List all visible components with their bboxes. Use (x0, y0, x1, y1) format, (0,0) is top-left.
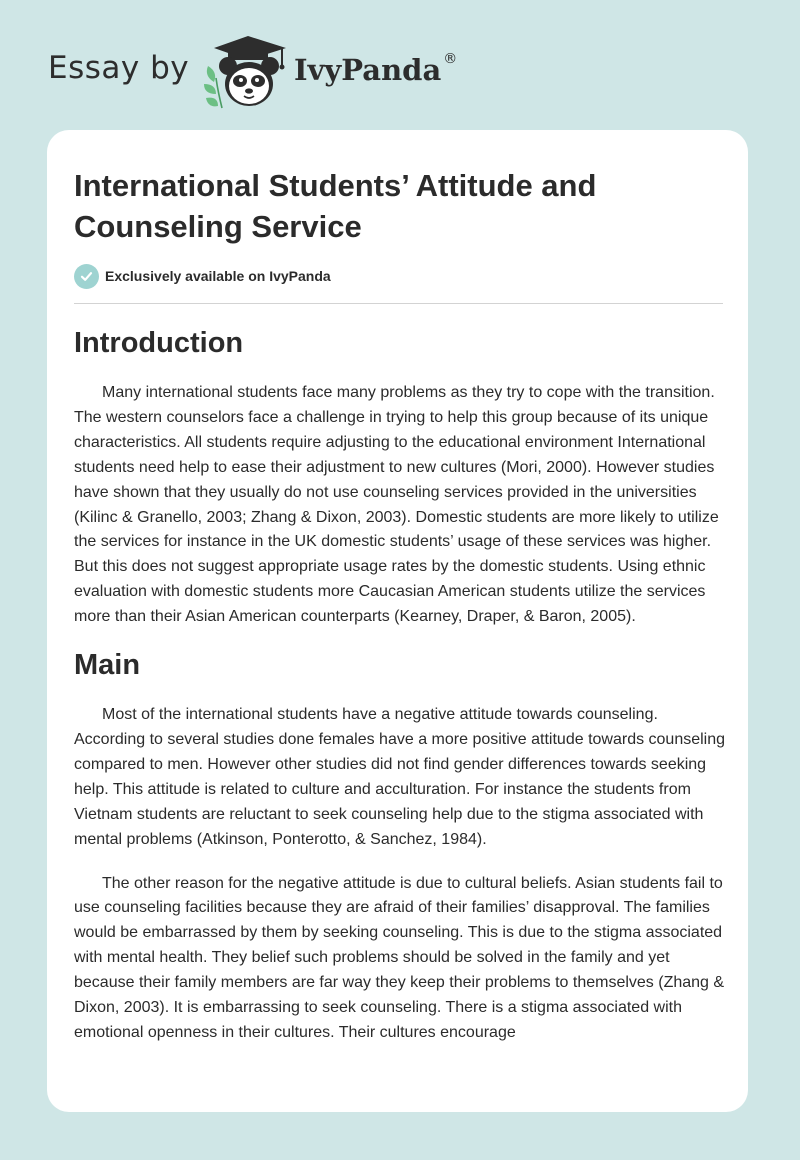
essay-title: International Students’ Attitude and Counseling Service (74, 168, 597, 244)
brand-name[interactable] (294, 51, 458, 87)
exclusive-badge-label: Exclusively available on IvyPanda (105, 268, 331, 284)
section-heading-main: Main (74, 649, 141, 682)
exclusive-badge (74, 263, 331, 289)
paragraph: The other reason for the negative attitude is due to cultural beliefs. Asian students fail to use counseling facilities because they are afraid of their families’ disapproval. The families would be embarrassed by them by seeking counseling. This is due to the stigma associated with mental health. They belief such problems should be solved in the family and yet because their family members are far way they keep their problems to themselves (Zhang & Dixon, 2003). It is embarrassing to seek counseling. There is a stigma associated with emotional openness in their cultures. Their cultures encourage (74, 874, 725, 1041)
check-circle-icon (74, 264, 99, 289)
section-heading-introduction: Introduction (74, 327, 244, 359)
paragraph: Most of the international students have a negative attitude towards counseling. According to several studies done females have a more positive attitude towards counseling compared to men. However other studies did not find gender differences towards seeking help. This attitude is related to culture and acculturation. For instance the students from Vietnam students are reluctant to seek counseling help due to the stigma associated with mental problems (Atkinson, Ponterotto, & Sanchez, 1984). (74, 706, 726, 848)
brand-name-text: IvyPanda (294, 53, 442, 87)
panda-graduate-logo-icon[interactable] (200, 34, 296, 110)
essay-by-label: Essay by (48, 50, 190, 86)
essay-body (74, 321, 726, 1046)
essay-card (47, 130, 748, 1112)
site-header (0, 0, 800, 120)
divider (74, 303, 723, 304)
paragraph: Many international students face many problems as they try to cope with the transition. The western counselors face a challenge in trying to help this group because of its unique characteristics. All students require adjusting to the educational environment International students need help to ease their adjustment to new cultures (Mori, 2000). However studies have shown that they usually do not use counseling services provided in the universities (Kilinc & Granello, 2003; Zhang & Dixon, 2003). Domestic students are more likely to utilize the services for instance in the UK domestic students’ usage of these services was higher. But this does not suggest appropriate usage rates by the domestic students. Using ethnic evaluation with domestic students more Caucasian American students utilize the services more than their Asian American counterparts (Kearney, Draper, & Baron, 2005). (74, 384, 719, 626)
registered-mark: ® (443, 51, 458, 67)
